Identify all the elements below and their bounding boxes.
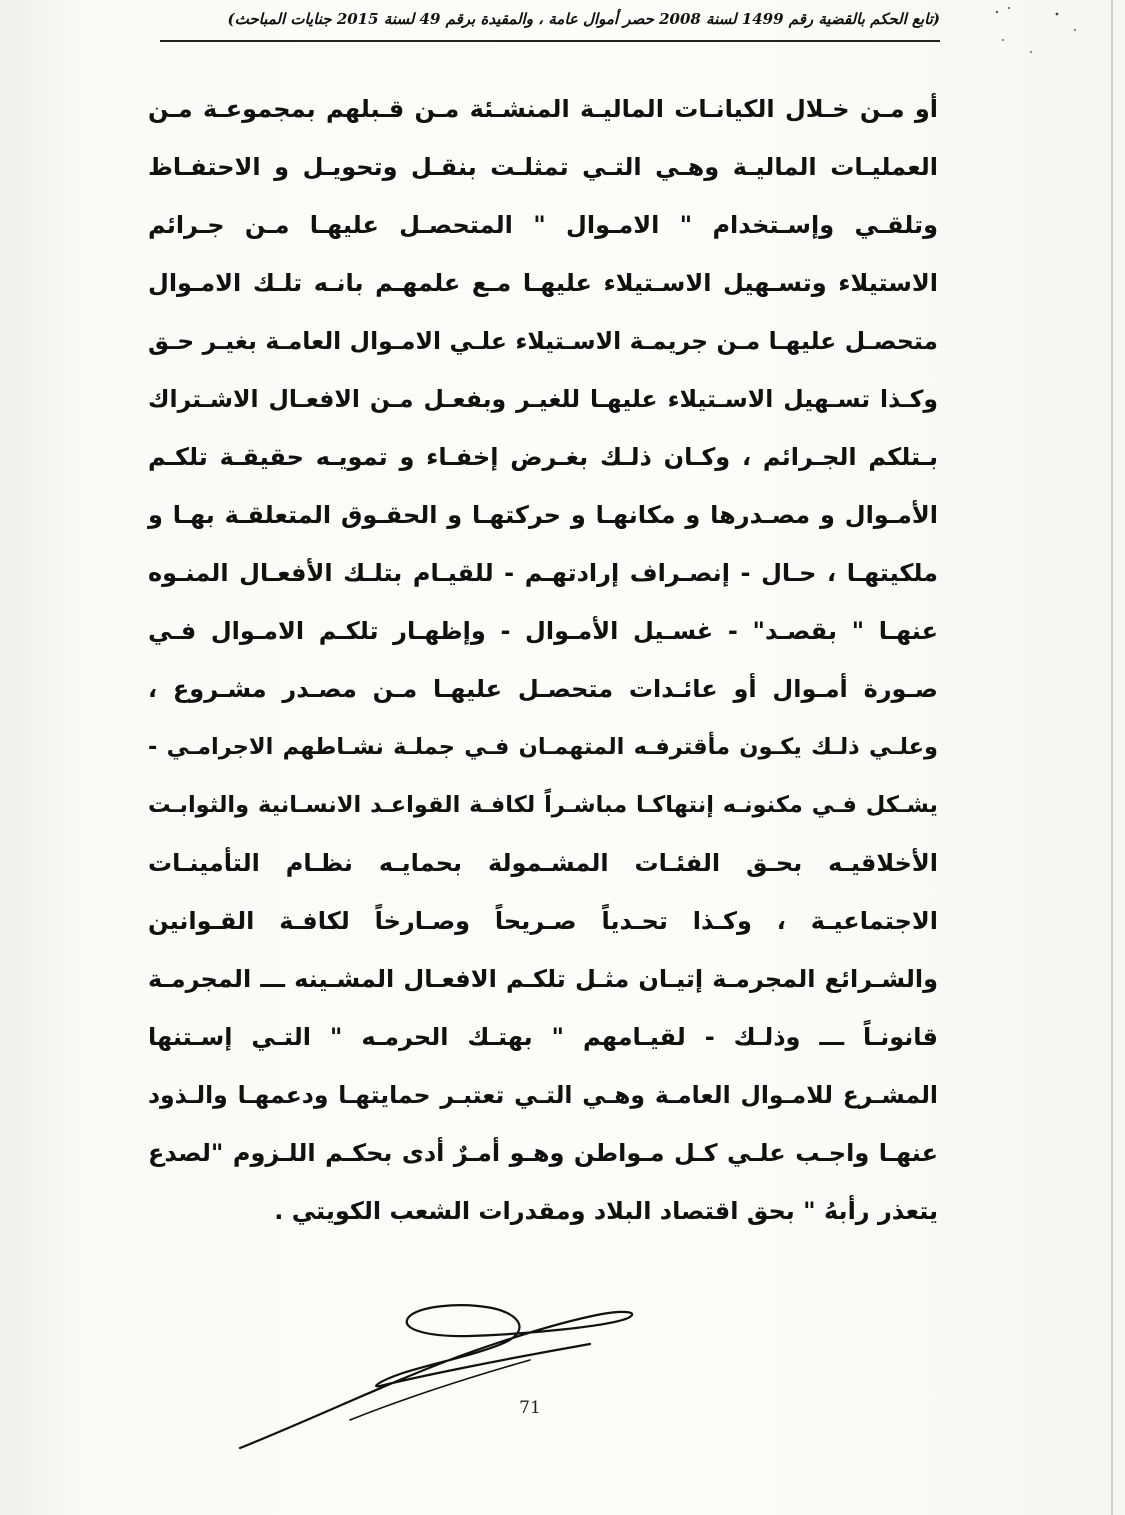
body-line: والشـرائع المجرمـة إتيـان مثـل تلكـم الافعـال المشـينه ـــ المجرمـة xyxy=(148,965,938,993)
page-edge xyxy=(1111,0,1113,1515)
body-line: عنهـا واجـب علـي كـل مـواطن وهـو أمـرٌ أدى بحكـم اللـزوم "لصدع xyxy=(148,1139,938,1167)
body-line: الاجتماعيـة ، وكـذا تحـدياً صـريحاً وصـارخاً لكافـة القـوانين xyxy=(148,907,938,935)
body-line: صـورة أمـوال أو عائـدات متحصـل عليهـا مـن مصـدر مشـروع ، xyxy=(148,675,938,703)
judgment-body-text xyxy=(148,80,938,1240)
body-line: الأمـوال و مصـدرها و مكانهـا و حركتهـا و الحقـوق المتعلقـة بهـا و xyxy=(148,501,938,529)
case-reference-header: (تابع الحكم بالقضية رقم 1499 لسنة 2008 حصر أموال عامة ، والمقيدة برقم 49 لسنة 2015 جنايات المباحث) xyxy=(227,10,940,28)
body-line: يشـكل فـي مكنونـه إنتهاكـا مباشـراً لكافـة القواعـد الانسـانية والثوابـت xyxy=(148,792,938,818)
body-line: يتعذر رأبهُ " بحق اقتصاد البلاد ومقدرات الشعب الكويتي . xyxy=(274,1197,938,1225)
body-line: عنهـا " بقصـد" - غسـيل الأمـوال - وإظهـار تلكـم الامـوال فـي xyxy=(148,617,938,645)
body-line: وعلـي ذلـك يكـون مأقترفـه المتهمـان فـي جملـة نشـاطهم الاجرامـي - xyxy=(148,734,938,760)
body-line: وتلقـي وإسـتخدام " الامـوال " المتحصـل عليهـا مـن جـرائم xyxy=(148,211,938,239)
body-line: قانونـاً ـــ وذلـك - لقيـامهم " بهتـك الحرمـه " التـي إسـتنها xyxy=(148,1023,938,1051)
body-line: الاستيلاء وتسـهيل الاسـتيلاء عليهـا مـع علمهـم بانـه تلـك الامـوال xyxy=(148,269,938,297)
body-line: المشـرع للامـوال العامـة وهـي التـي تعتبـر حمايتهـا ودعمهـا والـذود xyxy=(148,1081,938,1109)
page-number: 71 xyxy=(519,1398,541,1418)
body-line: الأخلاقيـه بحـق الفئـات المشـمولة بحمايـه نظـام التأمينـات xyxy=(148,849,938,877)
body-line: ملكيتهـا ، حـال - إنصـراف إرادتهـم - للقيـام بتلـك الأفعـال المنـوه xyxy=(148,559,938,587)
body-line: بـتلكم الجـرائم ، وكـان ذلـك بغـرض إخفـاء و تمويـه حقيقـة تلكـم xyxy=(148,443,938,471)
body-line: أو مـن خـلال الكيانـات الماليـة المنشـئة مـن قـبلهم بمجموعـة مـن xyxy=(148,95,938,123)
handwritten-signature xyxy=(230,1300,650,1460)
body-line: العمليـات الماليـة وهـي التـي تمثلـت بنقـل وتحويـل و الاحتفـاظ xyxy=(148,153,938,181)
header-underline xyxy=(160,40,940,42)
body-line: متحصـل عليهـا مـن جريمـة الاسـتيلاء علـي الامـوال العامـة بغيـر حـق xyxy=(148,327,938,355)
scan-specks xyxy=(985,0,1085,60)
body-line: وكـذا تسـهيل الاسـتيلاء عليهـا للغيـر وبفعـل مـن الافعـال الاشـتراك xyxy=(148,385,938,413)
